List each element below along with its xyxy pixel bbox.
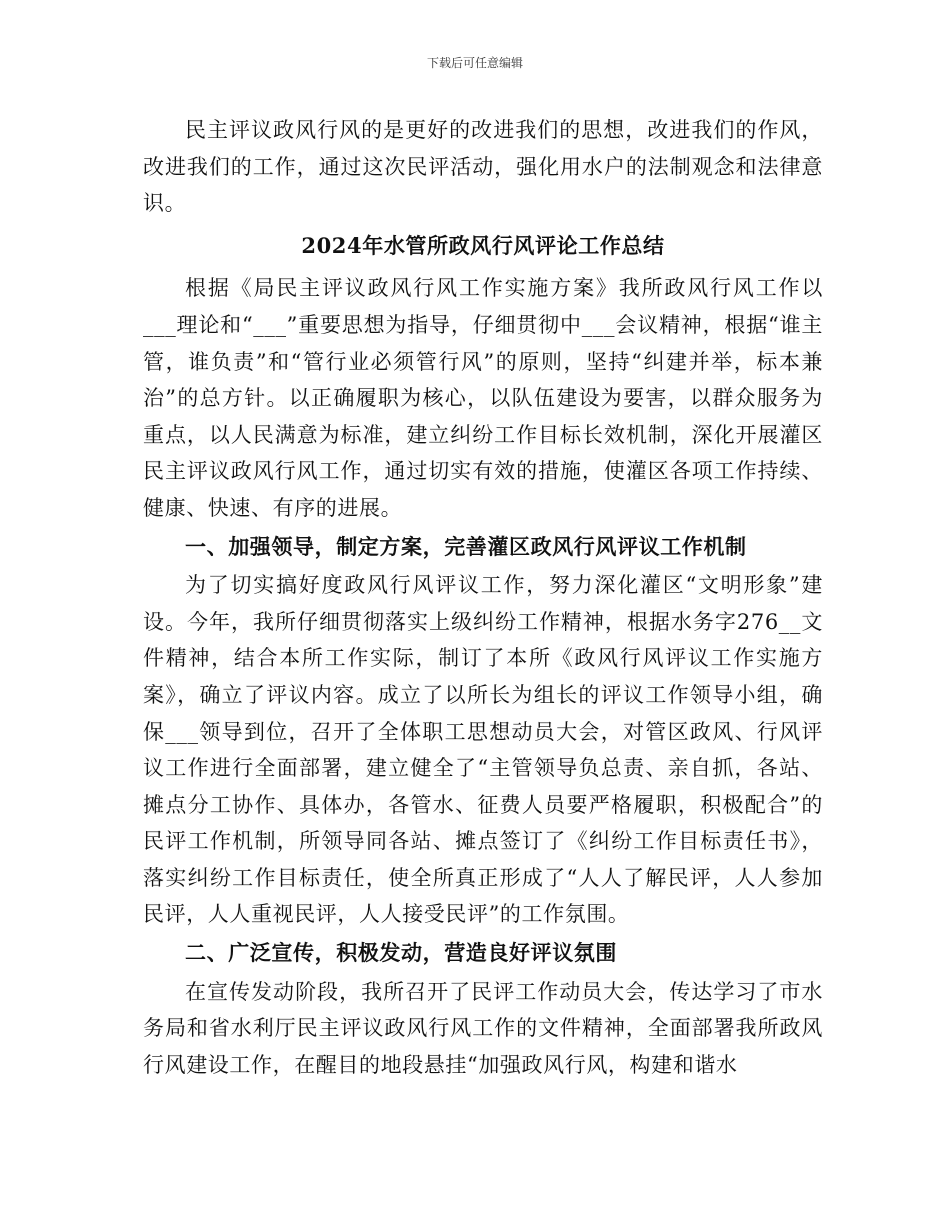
document-body: [143, 112, 823, 1083]
intro-paragraph: 民主评议政风行风的是更好的改进我们的思想，改进我们的作风，改进我们的工作，通过这次民评活动，强化用水户的法制观念和法律意识。: [143, 118, 823, 216]
document-title: 2024年水管所政风行风评论工作总结: [301, 232, 665, 258]
section-heading-2: 二、广泛宣传，积极发动，营造良好评议氛围: [185, 940, 617, 966]
section-heading-1: 一、加强领导，制定方案，完善灌区政风行风评议工作机制: [185, 533, 747, 559]
paragraph-2: 为了切实搞好度政风行风评议工作，努力深化灌区“文明形象”建设。今年，我所仔细贯彻落实上级纠纷工作精神，根据水务字276__文件精神，结合本所工作实际，制订了本所《政风行风评议工作实施方案》，确立了评议内容。成立了以所长为组长的评议工作领导小组，确保___领导到位，召开了全体职工思想动员大会，对管区政风、行风评议工作进行全面部署，建立健全了“主管领导负总责、亲自抓，各站、摊点分工协作、具体办，各管水、征费人员要严格履职，积极配合”的民评工作机制，所领导同各站、摊点签订了《纠纷工作目标责任书》，落实纠纷工作目标责任，使全所真正形成了“人人了解民评，人人参加民评，人人重视民评，人人接受民评”的工作氛围。: [143, 573, 823, 927]
paragraph-3: 在宣传发动阶段，我所召开了民评工作动员大会，传达学习了市水务局和省水利厅民主评议政风行风工作的文件精神，全面部署我所政风行风建设工作，在醒目的地段悬挂“加强政风行风，构建和谐水: [143, 979, 823, 1077]
page-header: 下载后可任意编辑: [426, 56, 523, 70]
paragraph-1: 根据《局民主评议政风行风工作实施方案》我所政风行风工作以___理论和“___”重要思想为指导，仔细贯彻中___会议精神，根据“谁主管，谁负责”和“管行业必须管行风”的原则，坚持“纠建并举，标本兼治”的总方针。以正确履职为核心，以队伍建设为要害，以群众服务为重点，以人民满意为标准，建立纠纷工作目标长效机制，深化开展灌区民主评议政风行风工作，通过切实有效的措施，使灌区各项工作持续、健康、快速、有序的进展。: [143, 276, 823, 520]
